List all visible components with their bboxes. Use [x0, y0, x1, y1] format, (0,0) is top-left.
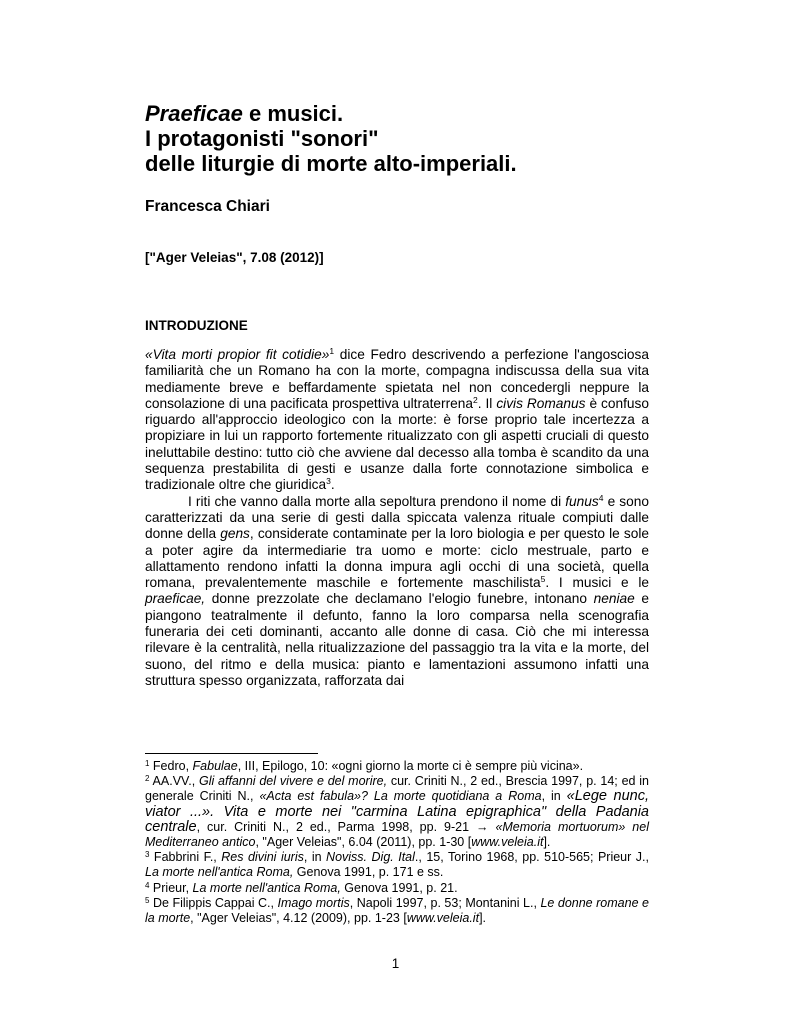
- body-text: [145, 347, 649, 689]
- website-link[interactable]: www.veleia.it: [471, 835, 544, 850]
- footnote-1: [145, 759, 649, 774]
- italic-title: «Acta est fabula»? La morte quotidiana a Roma: [259, 789, 542, 804]
- text-run: Fabbrini F.,: [149, 850, 222, 865]
- title-line1-rest: e musici.: [242, 101, 344, 126]
- text-run: AA.VV.,: [149, 774, 199, 789]
- text-run: e sono caratterizzati da una serie di gesti dalla spiccata valenza rituale compiuti dalle donne della: [145, 493, 649, 542]
- footnote-ref[interactable]: 4: [598, 492, 604, 503]
- footnote-4: [145, 881, 649, 896]
- italic-term: gens: [220, 526, 250, 542]
- text-run: , considerate contaminate per la loro biologia e per questo le sole a poter agire da intermediarie tra uomo e morte: ciclo mestruale, parto e allattamento rendono infatti la donna impura agli occhi di una società, quella romana, prevalentemente maschile e fortemente maschilista: [145, 526, 649, 591]
- footnote-number: 4: [145, 880, 150, 890]
- text-run: I riti che vanno dalla morte alla sepoltura prendono il nome di: [188, 493, 566, 509]
- page-number: 1: [391, 956, 400, 971]
- italic-term: civis Romanus: [496, 395, 586, 411]
- title-line2: I protagonisti "sonori": [145, 126, 379, 151]
- italic-title: La morte nell'antica Roma,: [192, 880, 341, 895]
- italic-title: Imago mortis: [277, 895, 350, 910]
- text-run: Prieur,: [149, 880, 193, 895]
- footnote-separator: [145, 753, 318, 754]
- italic-title: Le donne romane e la morte: [145, 895, 649, 926]
- footnote-ref[interactable]: 1: [329, 346, 335, 356]
- article-title: [145, 101, 517, 176]
- italic-title: Noviss. Dig. Ital: [326, 850, 415, 865]
- text-run: Genova 1991, p. 21.: [340, 880, 458, 895]
- footnote-3: [145, 850, 649, 880]
- italic-term: funus: [565, 493, 599, 509]
- paragraph-1: [145, 347, 649, 494]
- italic-title: La morte nell'antica Roma,: [145, 865, 294, 880]
- footnote-5: [145, 896, 649, 926]
- website-link[interactable]: www.veleia.it: [406, 911, 480, 926]
- text-run: Genova 1991, p. 171 e ss.: [293, 865, 444, 880]
- paragraph-2: [145, 494, 649, 690]
- text-run: ].: [479, 911, 487, 926]
- footnote-number: 3: [145, 850, 150, 860]
- text-run: De Filippis Cappai C.,: [149, 895, 278, 910]
- text-run: , III, Epilogo, 10: «ogni giorno la morte ci è sempre più vicina».: [237, 759, 584, 773]
- footnote-number: 1: [145, 759, 150, 768]
- text-run: , cur. Criniti N., 2 ed., Parma 1998, pp. 9-21 →: [196, 819, 496, 834]
- text-run: , in: [541, 789, 567, 804]
- italic-title: Res divini iuris: [221, 850, 304, 865]
- title-line3: delle liturgie di morte alto-imperiali.: [145, 151, 517, 176]
- text-run: ., 15, Torino 1968, pp. 510-565; Prieur J.,: [414, 850, 649, 865]
- text-run: cur. Criniti N., 2 ed., Brescia 1997, p. 14; ed in generale Criniti N.,: [145, 774, 649, 804]
- footnote-number: 5: [145, 895, 150, 905]
- text-run: , in: [303, 850, 327, 865]
- italic-title: Gli affanni del vivere e del morire,: [198, 774, 388, 789]
- text-run: e piangono teatralmente il defunto, fanno la loro comparsa nella scenografia funeraria dei ceti dominanti, accanto alle donne di casa. Ciò che mi interessa rilevare è la centralità, nella ritualizzazione del passaggio tra la vita e la morte, del suono, del ritmo e della musica: pianto e lamentazioni assumono infatti una struttura spesso organizzata, rafforzata dai: [145, 591, 649, 688]
- footnote-ref[interactable]: 3: [326, 476, 331, 487]
- text-run: , "Ager Veleias", 6.04 (2011), pp. 1-30 [: [255, 835, 472, 850]
- italic-title: «Memoria mortuorum» nel Mediterraneo antico: [145, 819, 649, 850]
- journal-citation: ["Ager Veleias", 7.08 (2012)]: [145, 250, 324, 265]
- footnote-ref[interactable]: 2: [473, 394, 478, 405]
- text-run: . Il: [477, 395, 497, 411]
- section-heading: INTRODUZIONE: [145, 318, 248, 333]
- text-run: . I musici e le: [545, 575, 649, 591]
- author-name: Francesca Chiari: [145, 198, 270, 215]
- quote-latin: «Vita morti propior fit cotidie»: [145, 347, 330, 362]
- text-run: dice Fedro descrivendo a perfezione l'angosciosa familiarità che un Romano ha con la morte, compagna indiscussa della sua vita mediamente breve e beffardamente spietata nel non concedergli neppure la consolazione di una pacificata prospettiva ultraterrena: [145, 347, 649, 411]
- footnote-ref[interactable]: 5: [540, 574, 546, 585]
- italic-title: «Lege nunc, viator ...». Vita e morte nei "carmina Latina epigraphica" della Padania centrale: [145, 788, 649, 835]
- text-run: donne prezzolate che declamano l'elogio funebre, intonano: [205, 591, 594, 607]
- italic-term: neniae: [593, 591, 635, 607]
- footnote-2: [145, 774, 649, 850]
- italic-term: praeficae,: [145, 591, 206, 607]
- text-run: Fedro,: [149, 759, 193, 773]
- text-run: .: [330, 477, 335, 493]
- footnote-number: 2: [145, 774, 150, 784]
- italic-title: Fabulae: [192, 759, 238, 773]
- text-run: ].: [543, 835, 551, 850]
- footnotes: [145, 759, 649, 926]
- text-run: , Napoli 1997, p. 53; Montanini L.,: [349, 895, 541, 910]
- title-italic-term: Praeficae: [145, 101, 243, 126]
- text-run: è confuso riguardo all'approccio ideologico con la morte: è forse proprio tale incertezza a propiziare in lui un rapporto fortemente ritualizzato con gli aspetti cruciali di questo ineluttabile destino: tutto ciò che avviene dal decesso alla tomba è scandito da una sequenza prestabilita di gesti e usanze dalla forte connotazione simbolica e tradizionale oltre che giuridica: [145, 395, 649, 493]
- text-run: , "Ager Veleias", 4.12 (2009), pp. 1-23 [: [190, 911, 407, 926]
